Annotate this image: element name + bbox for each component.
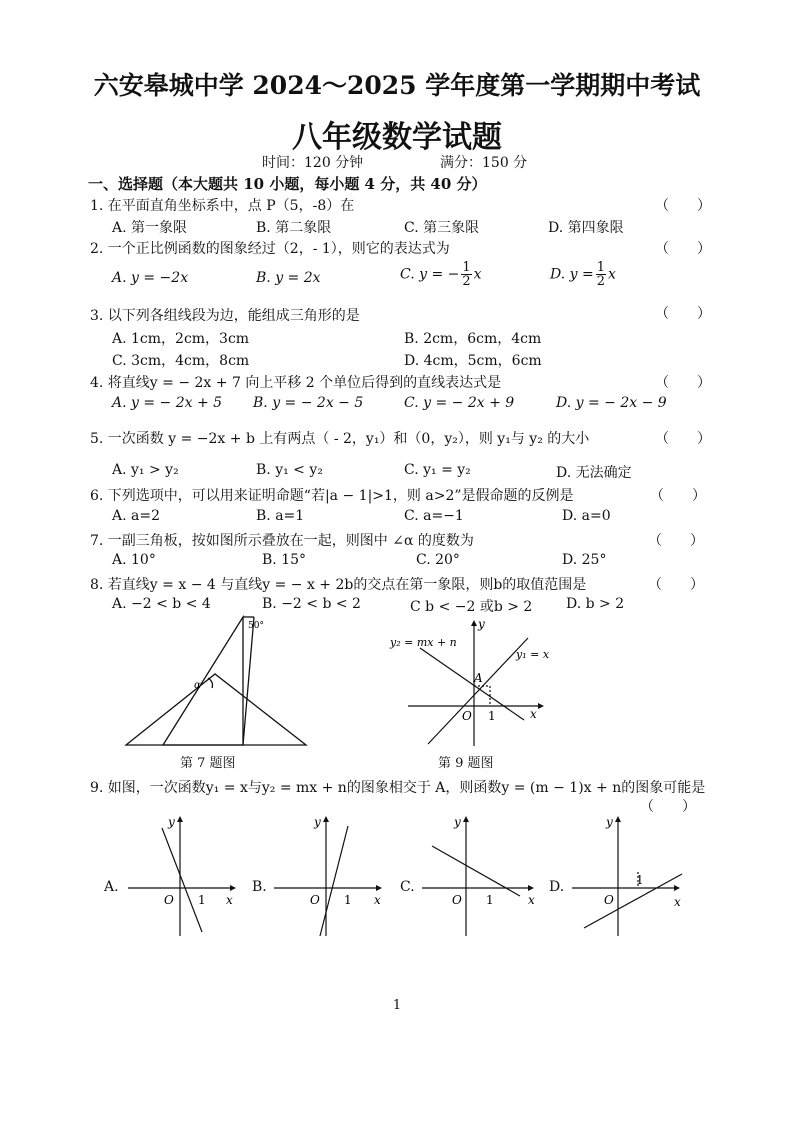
- q5-option-b: B. y₁ < y₂: [256, 462, 323, 478]
- q9-option-c-letter: C.: [400, 879, 415, 895]
- q9-option-c-graph: [416, 812, 546, 942]
- q2-option-c-text: C. y = −: [400, 266, 460, 283]
- figure-7-triangles: [118, 612, 318, 750]
- function-line: [584, 874, 682, 928]
- q7-option-d: D. 25°: [562, 552, 607, 568]
- y-axis-label: y: [168, 815, 175, 829]
- fraction-numerator: 1: [596, 260, 605, 275]
- x-axis-label: x: [528, 893, 535, 907]
- q9-option-b-graph: [268, 812, 388, 942]
- origin-label: O: [452, 893, 462, 907]
- function-line: [320, 826, 348, 936]
- q6-option-d: D. a=0: [562, 508, 611, 524]
- q9-option-b-letter: B.: [252, 879, 267, 895]
- q2-option-d: [550, 261, 616, 288]
- fig7-angle-label: 50°: [248, 621, 264, 631]
- q1-option-b: B. 第二象限: [256, 220, 332, 236]
- y-axis-label: y: [314, 815, 321, 829]
- q3-option-c: C. 3cm，4cm，8cm: [112, 353, 250, 369]
- q9-option-a-letter: A.: [104, 879, 119, 895]
- q2-option-c-x: x: [473, 266, 482, 283]
- q2-option-d-fraction: [596, 261, 606, 288]
- question-8-stem: 8. 若直线y = x − 4 与直线y = − x + 2b的交点在第一象限，则b的取值范围是: [90, 577, 587, 593]
- answer-paren-2[interactable]: （ ）: [655, 241, 711, 257]
- figure-9-graph: [388, 618, 568, 750]
- q5-option-c: C. y₁ = y₂: [404, 462, 471, 478]
- q5-option-d: D. 无法确定: [556, 465, 632, 481]
- triangle-30-60: [163, 617, 243, 745]
- q9-option-d-letter: D.: [549, 879, 565, 895]
- answer-paren-1[interactable]: （ ）: [655, 198, 711, 214]
- q8-option-d: D. b > 2: [566, 596, 625, 612]
- fig9-x-axis-label: x: [530, 707, 537, 721]
- question-6-stem: 6. 下列选项中，可以用来证明命题“若|a − 1|>1，则 a>2”是假命题的反例是: [90, 488, 574, 504]
- exam-title: 六安皋城中学 2024～2025 学年度第一学期期中考试: [93, 71, 701, 100]
- triangle-45: [126, 674, 306, 745]
- answer-paren-8[interactable]: （ ）: [648, 577, 704, 593]
- page-number: 1: [392, 998, 402, 1013]
- q6-option-a: A. a=2: [112, 508, 160, 524]
- q3-option-b: B. 2cm，6cm，4cm: [404, 331, 542, 347]
- tick-one-label: 1: [486, 893, 494, 907]
- q6-option-c: C. a=−1: [404, 508, 464, 524]
- question-9-stem: 9. 如图，一次函数y₁ = x与y₂ = mx + n的图象相交于 A，则函数y = (m − 1)x + n的图象可能是: [90, 780, 706, 796]
- answer-paren-9[interactable]: （ ）: [640, 799, 696, 815]
- x-axis-label: x: [226, 893, 233, 907]
- y-axis-label: y: [454, 815, 461, 829]
- tick-one-label: 1: [198, 893, 206, 907]
- answer-paren-3[interactable]: （ ）: [655, 306, 711, 322]
- answer-paren-5[interactable]: （ ）: [655, 431, 711, 447]
- q4-option-b: B. y = − 2x − 5: [253, 395, 364, 411]
- fraction-denominator: 2: [596, 274, 605, 289]
- question-5-stem: 5. 一次函数 y = −2x + b 上有两点（ - 2，y₁）和（0，y₂），则 y₁与 y₂ 的大小: [90, 431, 590, 447]
- q2-option-d-text: D. y =: [550, 266, 594, 283]
- fig9-origin: O: [462, 709, 472, 723]
- tick-one-label: 1: [636, 873, 644, 887]
- fig9-point-a: A: [474, 671, 483, 685]
- x-axis-label: x: [674, 895, 681, 909]
- q6-option-b: B. a=1: [256, 508, 305, 524]
- q2-option-c-fraction: [461, 261, 471, 288]
- q7-option-c: C. 20°: [416, 552, 460, 568]
- q1-option-a: A. 第一象限: [112, 220, 188, 236]
- fraction-numerator: 1: [462, 260, 471, 275]
- function-line: [162, 828, 202, 932]
- x-axis-label: x: [374, 893, 381, 907]
- question-2-stem: 2. 一个正比例函数的图象经过（2，- 1），则它的表达式为: [90, 241, 450, 257]
- q2-option-b: B. y = 2x: [256, 270, 321, 286]
- origin-label: O: [164, 893, 174, 907]
- q8-option-b: B. −2 < b < 2: [262, 596, 361, 612]
- q4-option-a: A. y = − 2x + 5: [112, 395, 223, 411]
- q1-option-c: C. 第三象限: [404, 220, 480, 236]
- exam-time: 时间：120 分钟: [262, 155, 364, 171]
- origin-label: O: [310, 893, 320, 907]
- fig9-y1-label: y₁ = x: [516, 648, 550, 661]
- fig9-y2-label: y₂ = mx + n: [390, 636, 457, 649]
- answer-paren-6[interactable]: （ ）: [650, 488, 706, 504]
- exam-score: 满分：150 分: [440, 155, 528, 171]
- q3-option-d: D. 4cm，5cm，6cm: [404, 353, 542, 369]
- q2-option-a: A. y = −2x: [112, 270, 189, 286]
- question-4-stem: 4. 将直线y = − 2x + 7 向上平移 2 个单位后得到的直线表达式是: [90, 375, 502, 391]
- fig9-y-axis-label: y: [478, 618, 485, 631]
- q9-option-a-graph: [122, 812, 242, 942]
- fraction-denominator: 2: [462, 274, 471, 289]
- q8-option-c: C b < −2 或b > 2: [410, 599, 533, 615]
- q2-option-d-x: x: [608, 266, 616, 283]
- q5-option-a: A. y₁ > y₂: [112, 462, 179, 478]
- answer-paren-7[interactable]: （ ）: [648, 533, 704, 549]
- figure-7-caption: 第 7 题图: [180, 756, 236, 771]
- origin-label: O: [604, 893, 614, 907]
- q4-option-c: C. y = − 2x + 9: [404, 395, 515, 411]
- answer-paren-4[interactable]: （ ）: [655, 375, 711, 391]
- q7-option-a: A. 10°: [112, 552, 156, 568]
- y-axis-label: y: [606, 815, 613, 829]
- q3-option-a: A. 1cm，2cm，3cm: [112, 331, 250, 347]
- q8-option-a: A. −2 < b < 4: [112, 596, 211, 612]
- subject-title: 八年级数学试题: [292, 120, 502, 155]
- figure-9-caption: 第 9 题图: [438, 756, 494, 771]
- question-1-stem: 1. 在平面直角坐标系中，点 P（5，-8）在: [90, 198, 355, 214]
- fig9-one: 1: [488, 709, 496, 723]
- q4-option-d: D. y = − 2x − 9: [556, 395, 667, 411]
- q9-option-d-graph: [566, 812, 696, 942]
- question-7-stem: 7. 一副三角板，按如图所示叠放在一起，则图中 ∠α 的度数为: [90, 533, 474, 549]
- question-3-stem: 3. 以下列各组线段为边，能组成三角形的是: [90, 308, 360, 324]
- q7-option-b: B. 15°: [262, 552, 307, 568]
- section-heading: 一、选择题（本大题共 10 小题，每小题 4 分，共 40 分）: [88, 175, 487, 193]
- line-y1: [428, 638, 528, 744]
- fig7-alpha-label: α: [194, 680, 201, 691]
- tick-one-label: 1: [344, 893, 352, 907]
- q2-option-c: [400, 261, 482, 288]
- q1-option-d: D. 第四象限: [548, 220, 624, 236]
